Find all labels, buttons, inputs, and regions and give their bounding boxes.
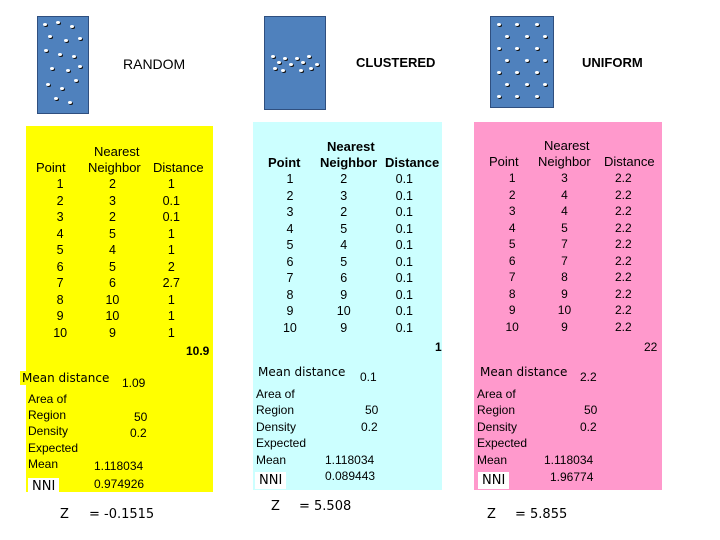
point-cell: 9 — [508, 303, 516, 318]
map-point — [46, 83, 50, 86]
map-point — [505, 83, 509, 86]
random-nni-value: 0.974926 — [94, 477, 145, 491]
clustered-density-value: 0.2 — [361, 420, 378, 434]
uniform-panel — [474, 122, 662, 490]
map-point — [535, 23, 539, 26]
clustered-expected-label: Expected — [256, 436, 307, 450]
random-z-label: Z — [60, 507, 69, 522]
clustered-mean-distance-label: Mean distance — [258, 365, 346, 379]
random-pattern-map — [37, 16, 89, 114]
map-point — [60, 87, 64, 90]
distance-cell: 0.1 — [395, 271, 414, 286]
point-cell: 9 — [286, 304, 294, 319]
table-row — [486, 187, 656, 204]
distance-cell: 1 — [167, 309, 175, 324]
distance-cell: 0.1 — [162, 193, 180, 208]
distance-cell: 2.2 — [614, 220, 632, 235]
point-cell: 4 — [508, 220, 516, 235]
map-point — [505, 35, 509, 38]
point-cell: 2 — [286, 188, 294, 203]
table-row — [263, 320, 438, 337]
map-point — [64, 39, 68, 42]
map-point — [543, 35, 547, 38]
neighbor-cell: 9 — [340, 287, 348, 302]
table-row — [34, 226, 204, 243]
uniform-mean-distance-label: Mean distance — [480, 365, 568, 379]
map-point — [515, 23, 519, 26]
random-header-distance: Distance — [153, 160, 204, 175]
map-point — [535, 71, 539, 74]
point-cell: 7 — [56, 276, 64, 291]
map-point — [277, 61, 281, 64]
table-row — [486, 302, 656, 319]
clustered-area-label: Area of — [256, 387, 295, 401]
table-row — [263, 254, 438, 271]
clustered-nni-value: 0.089443 — [325, 469, 376, 483]
random-mean-distance-value: 1.09 — [122, 376, 146, 390]
random-mean-label: Mean — [28, 457, 59, 471]
neighbor-cell: 6 — [340, 271, 348, 286]
clustered-panel — [253, 122, 442, 490]
neighbor-cell: 10 — [336, 304, 351, 319]
distance-cell: 2.2 — [614, 187, 632, 202]
random-density-value: 0.2 — [130, 426, 147, 440]
uniform-area-label: Area of — [477, 387, 516, 401]
clustered-z-label: Z — [271, 499, 280, 514]
distance-cell: 1 — [167, 177, 175, 192]
point-cell: 8 — [508, 286, 516, 301]
random-density-label: Density — [28, 424, 69, 438]
point-cell: 7 — [286, 271, 294, 286]
point-cell: 6 — [508, 253, 516, 268]
map-point — [70, 25, 74, 28]
table-row — [486, 319, 656, 336]
map-point — [54, 97, 58, 100]
distance-cell: 1 — [167, 226, 175, 241]
clustered-pattern-map — [264, 16, 326, 110]
clustered-area-value: 50 — [365, 403, 379, 417]
neighbor-cell: 3 — [340, 188, 348, 203]
table-row — [34, 176, 204, 193]
distance-cell: 2.2 — [614, 319, 632, 334]
map-point — [315, 63, 319, 66]
point-cell: 5 — [56, 243, 64, 258]
distance-cell: 2 — [167, 259, 175, 274]
uniform-title: UNIFORM — [582, 55, 643, 70]
table-row — [263, 287, 438, 304]
table-row — [263, 204, 438, 221]
uniform-nni-value: 1.96774 — [550, 470, 594, 484]
distance-cell: 0.1 — [395, 320, 414, 335]
map-point — [525, 83, 529, 86]
distance-cell: 2.2 — [614, 286, 632, 301]
map-point — [66, 69, 70, 72]
neighbor-cell: 5 — [340, 254, 348, 269]
uniform-region-label: Region — [477, 403, 516, 417]
map-point — [515, 71, 519, 74]
neighbor-cell: 7 — [561, 237, 568, 252]
clustered-header-distance: Distance — [385, 155, 440, 170]
point-cell: 10 — [505, 319, 519, 334]
neighbor-cell: 9 — [108, 325, 116, 340]
uniform-header-distance: Distance — [604, 154, 655, 169]
distance-cell: 1 — [167, 325, 175, 340]
point-cell: 8 — [56, 292, 64, 307]
table-row — [486, 203, 656, 220]
uniform-z-value: = 5.855 — [515, 507, 568, 522]
map-point — [535, 47, 539, 50]
map-point — [281, 69, 285, 72]
table-row — [486, 253, 656, 270]
uniform-header-nearest: Nearest — [544, 138, 590, 153]
map-point — [497, 71, 501, 74]
neighbor-cell: 4 — [561, 204, 568, 219]
distance-cell: 1 — [167, 292, 175, 307]
uniform-mean-label: Mean — [477, 453, 508, 467]
clustered-title: CLUSTERED — [356, 55, 436, 70]
table-row — [486, 286, 656, 303]
point-cell: 6 — [286, 254, 294, 269]
random-expected-label: Expected — [28, 441, 79, 455]
neighbor-cell: 5 — [340, 221, 348, 236]
point-cell: 6 — [56, 259, 64, 274]
table-row — [263, 188, 438, 205]
uniform-density-label: Density — [477, 420, 518, 434]
map-point — [515, 47, 519, 50]
point-cell: 5 — [286, 238, 294, 253]
uniform-mean-distance-value: 2.2 — [580, 370, 597, 384]
random-header-neighbor: Neighbor — [88, 160, 141, 175]
random-title: RANDOM — [123, 56, 186, 72]
table-row — [486, 236, 656, 253]
distance-cell: 0.1 — [395, 238, 414, 253]
random-expected-mean-value: 1.118034 — [94, 459, 144, 473]
neighbor-cell: 9 — [561, 319, 568, 334]
random-nni-label: NNI — [28, 478, 59, 495]
table-row — [34, 325, 204, 342]
map-point — [497, 47, 501, 50]
map-point — [307, 55, 311, 58]
uniform-total: 22 — [644, 340, 658, 354]
distance-cell: 0.1 — [395, 287, 414, 302]
clustered-region-label: Region — [256, 403, 295, 417]
neighbor-cell: 10 — [557, 303, 572, 318]
table-row — [486, 220, 656, 237]
map-point — [543, 59, 547, 62]
point-cell: 3 — [56, 210, 64, 225]
random-total: 10.9 — [186, 344, 210, 358]
clustered-expected-mean-value: 1.118034 — [325, 453, 375, 467]
point-cell: 3 — [508, 204, 516, 219]
neighbor-cell: 2 — [340, 172, 348, 187]
map-point — [50, 67, 54, 70]
map-point — [44, 49, 48, 52]
neighbor-cell: 5 — [108, 226, 116, 241]
point-cell: 10 — [282, 320, 297, 335]
point-cell: 9 — [56, 309, 64, 324]
map-point — [271, 55, 275, 58]
neighbor-cell: 3 — [108, 193, 116, 208]
table-row — [34, 193, 204, 210]
table-row — [263, 221, 438, 238]
distance-cell: 1 — [167, 243, 175, 258]
uniform-expected-mean-value: 1.118034 — [544, 453, 594, 467]
map-point — [497, 23, 501, 26]
random-area-value: 50 — [134, 410, 148, 424]
distance-cell: 0.1 — [395, 304, 414, 319]
uniform-nni-label: NNI — [478, 472, 509, 489]
neighbor-cell: 4 — [108, 243, 116, 258]
uniform-header-point: Point — [489, 154, 519, 169]
table-row — [263, 270, 438, 287]
map-point — [505, 59, 509, 62]
uniform-table — [486, 170, 656, 335]
random-mean-distance-label: Mean distance — [22, 371, 110, 385]
random-region-label: Region — [28, 408, 67, 422]
neighbor-cell: 8 — [561, 270, 568, 285]
map-point — [301, 61, 305, 64]
uniform-density-value: 0.2 — [580, 420, 597, 434]
table-row — [34, 242, 204, 259]
distance-cell: 0.1 — [395, 254, 414, 269]
neighbor-cell: 6 — [108, 276, 116, 291]
distance-cell: 0.1 — [395, 221, 414, 236]
map-point — [43, 23, 47, 26]
neighbor-cell: 9 — [340, 320, 348, 335]
point-cell: 8 — [286, 287, 294, 302]
table-row — [263, 237, 438, 254]
clustered-nni-label: NNI — [255, 472, 286, 489]
point-cell: 2 — [56, 193, 64, 208]
neighbor-cell: 2 — [108, 177, 116, 192]
uniform-area-value: 50 — [584, 403, 598, 417]
neighbor-cell: 2 — [340, 205, 348, 220]
random-z-value: = -0.1515 — [89, 507, 155, 522]
map-point — [515, 95, 519, 98]
map-point — [48, 35, 52, 38]
clustered-header-point: Point — [268, 155, 301, 170]
distance-cell: 2.2 — [614, 303, 632, 318]
map-point — [68, 101, 72, 104]
neighbor-cell: 10 — [105, 309, 120, 324]
point-cell: 4 — [56, 226, 64, 241]
point-cell: 3 — [286, 205, 294, 220]
map-point — [543, 83, 547, 86]
table-row — [486, 269, 656, 286]
distance-cell: 2.2 — [614, 270, 632, 285]
map-point — [525, 59, 529, 62]
point-cell: 1 — [508, 171, 516, 186]
table-row — [263, 303, 438, 320]
map-point — [273, 67, 277, 70]
map-point — [58, 53, 62, 56]
map-point — [309, 67, 313, 70]
table-row — [34, 275, 204, 292]
table-row — [486, 170, 656, 187]
map-point — [295, 57, 299, 60]
clustered-z-value: = 5.508 — [299, 499, 352, 514]
clustered-header-nearest: Nearest — [327, 139, 375, 154]
neighbor-cell: 5 — [108, 259, 116, 274]
clustered-mean-label: Mean — [256, 453, 287, 467]
map-point — [78, 37, 82, 40]
map-point — [289, 63, 293, 66]
neighbor-cell: 9 — [561, 286, 568, 301]
table-row — [34, 209, 204, 226]
neighbor-cell: 3 — [561, 171, 568, 186]
distance-cell: 0.1 — [395, 172, 414, 187]
clustered-total: 1 — [435, 340, 442, 354]
uniform-pattern-map — [490, 16, 554, 108]
random-header-point: Point — [36, 160, 66, 175]
distance-cell: 2.2 — [614, 253, 632, 268]
map-point — [299, 69, 303, 72]
map-point — [525, 35, 529, 38]
neighbor-cell: 7 — [561, 253, 568, 268]
map-point — [497, 95, 501, 98]
distance-cell: 0.1 — [162, 210, 180, 225]
map-point — [283, 57, 287, 60]
distance-cell: 2.2 — [614, 204, 632, 219]
table-row — [34, 308, 204, 325]
map-point — [535, 95, 539, 98]
neighbor-cell: 5 — [561, 220, 568, 235]
uniform-expected-label: Expected — [477, 436, 528, 450]
point-cell: 4 — [286, 221, 294, 236]
distance-cell: 2.2 — [614, 171, 632, 186]
distance-cell: 2.2 — [614, 237, 632, 252]
uniform-z-label: Z — [487, 507, 496, 522]
map-point — [78, 65, 82, 68]
uniform-header-neighbor: Neighbor — [538, 154, 591, 169]
random-area-label: Area of — [28, 392, 67, 406]
table-row — [34, 259, 204, 276]
point-cell: 2 — [508, 187, 516, 202]
neighbor-cell: 2 — [108, 210, 116, 225]
distance-cell: 0.1 — [395, 188, 414, 203]
distance-cell: 0.1 — [395, 205, 414, 220]
map-point — [74, 79, 78, 82]
neighbor-cell: 10 — [105, 292, 120, 307]
random-table — [34, 176, 204, 341]
clustered-density-label: Density — [256, 420, 297, 434]
map-point — [72, 55, 76, 58]
point-cell: 10 — [53, 325, 68, 340]
neighbor-cell: 4 — [561, 187, 568, 202]
random-header-nearest: Nearest — [94, 144, 140, 159]
neighbor-cell: 4 — [340, 238, 348, 253]
clustered-table — [263, 171, 438, 336]
table-row — [263, 171, 438, 188]
clustered-mean-distance-value: 0.1 — [360, 370, 377, 384]
random-panel — [26, 126, 213, 492]
map-point — [56, 21, 60, 24]
distance-cell: 2.7 — [162, 276, 180, 291]
point-cell: 1 — [56, 177, 64, 192]
point-cell: 5 — [508, 237, 516, 252]
table-row — [34, 292, 204, 309]
clustered-header-neighbor: Neighbor — [320, 155, 378, 170]
point-cell: 1 — [286, 172, 294, 187]
point-cell: 7 — [508, 270, 516, 285]
